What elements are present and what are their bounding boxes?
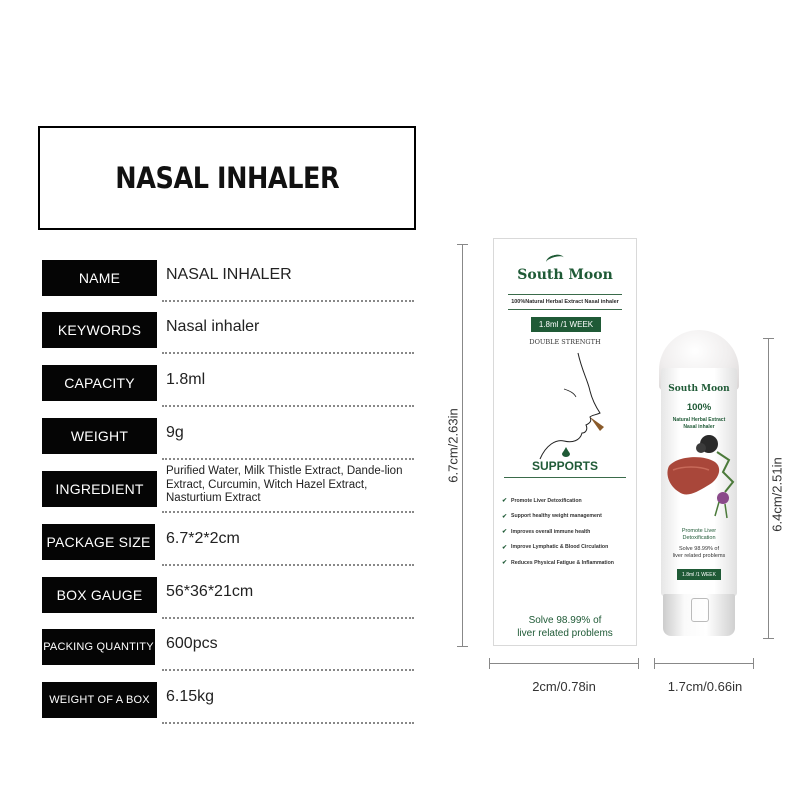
dim-tick bbox=[457, 244, 468, 245]
dotted-divider bbox=[162, 458, 414, 460]
inhaler-promote-text: Promote Liver Detoxification bbox=[681, 528, 717, 541]
spec-row-name bbox=[42, 260, 414, 296]
box-width-line bbox=[489, 663, 639, 664]
spec-label: WEIGHT OF A BOX bbox=[42, 682, 157, 718]
inhaler-width-line bbox=[654, 663, 754, 664]
divider bbox=[508, 309, 622, 310]
spec-value: 6.7*2*2cm bbox=[166, 530, 240, 547]
dim-tick bbox=[457, 646, 468, 647]
check-icon: ✔ bbox=[502, 544, 508, 551]
dotted-divider bbox=[162, 617, 414, 619]
dim-tick bbox=[654, 658, 655, 669]
dotted-divider bbox=[162, 722, 414, 724]
dotted-divider bbox=[162, 300, 414, 302]
inhaler-width-label: 1.7cm/0.66in bbox=[667, 679, 743, 694]
inhaler-natural-text: Natural Herbal Extract Nasal inhaler bbox=[672, 417, 726, 430]
box-height-label: 6.7cm/2.63in bbox=[445, 408, 461, 483]
spec-label: CAPACITY bbox=[42, 365, 157, 401]
list-item: ✔ Promote Liver Detoxification bbox=[502, 497, 582, 505]
spec-label: KEYWORDS bbox=[42, 312, 157, 348]
spec-row-package-size bbox=[42, 524, 414, 560]
divider bbox=[508, 294, 622, 295]
inhaler-percent: 100% bbox=[686, 402, 712, 413]
dim-tick bbox=[489, 658, 490, 669]
spec-label: BOX GAUGE bbox=[42, 577, 157, 613]
dim-tick bbox=[763, 338, 774, 339]
title-box bbox=[38, 126, 416, 230]
list-item: ✔ Improves overall immune health bbox=[502, 528, 591, 536]
spec-row-weight bbox=[42, 418, 414, 454]
box-subtitle: 100%Natural Herbal Extract Nasal inhaler bbox=[511, 299, 619, 305]
spec-row-ingredient bbox=[42, 465, 414, 507]
box-height-line bbox=[462, 244, 463, 646]
list-item: ✔ Improve Lymphatic & Blood Circulation bbox=[502, 544, 609, 551]
drop-icon bbox=[562, 447, 570, 457]
benefit-list bbox=[502, 493, 636, 571]
spec-row-packing-quantity bbox=[42, 629, 414, 665]
spec-row-keywords bbox=[42, 312, 414, 348]
product-box bbox=[493, 238, 637, 646]
face-profile-icon bbox=[530, 351, 620, 461]
box-solve-text: Solve 98.99% of liver related problems bbox=[517, 615, 613, 639]
leaf-icon bbox=[545, 253, 565, 267]
page-title: NASAL INHALER bbox=[115, 161, 339, 195]
dotted-divider bbox=[162, 669, 414, 671]
spec-value: NASAL INHALER bbox=[166, 266, 292, 283]
dim-tick bbox=[753, 658, 754, 669]
dotted-divider bbox=[162, 511, 414, 513]
check-icon: ✔ bbox=[502, 560, 508, 567]
inhaler-brand: South Moon bbox=[668, 384, 730, 394]
spec-label: NAME bbox=[42, 260, 157, 296]
spec-label: PACKING QUANTITY bbox=[42, 629, 155, 665]
spec-value: 600pcs bbox=[166, 635, 218, 652]
inhaler-base bbox=[663, 594, 735, 636]
box-width-label: 2cm/0.78in bbox=[532, 679, 596, 694]
inhaler-volume-badge: 1.8ml /1 WEEK bbox=[677, 569, 721, 580]
spec-value: 9g bbox=[166, 424, 184, 441]
dim-tick bbox=[638, 658, 639, 669]
dotted-divider bbox=[162, 564, 414, 566]
spec-row-box-gauge bbox=[42, 577, 414, 613]
dotted-divider bbox=[162, 405, 414, 407]
inhaler-height-label: 6.4cm/2.51in bbox=[769, 457, 785, 532]
spec-value: Nasal inhaler bbox=[166, 318, 260, 335]
supports-heading: SUPPORTS bbox=[531, 459, 598, 473]
spec-row-weight-of-box bbox=[42, 682, 414, 718]
check-icon: ✔ bbox=[502, 513, 508, 520]
liver-herb-icon bbox=[663, 432, 735, 520]
spec-value: 56*36*21cm bbox=[166, 583, 254, 600]
spec-label: INGREDIENT bbox=[42, 471, 157, 507]
dotted-divider bbox=[162, 352, 414, 354]
list-item: ✔ Reduces Physical Fatigue & Inflammation bbox=[502, 559, 614, 567]
box-volume-badge: 1.8ml /1 WEEK bbox=[531, 317, 601, 332]
box-strength: DOUBLE STRENGTH bbox=[529, 338, 601, 346]
spec-row-capacity bbox=[42, 365, 414, 401]
spec-label: PACKAGE SIZE bbox=[42, 524, 155, 560]
spec-value: Purified Water, Milk Thistle Extract, Dande-lion Extract, Curcumin, Witch Hazel Extract, Nasturtium Extract bbox=[166, 465, 403, 504]
spec-label: WEIGHT bbox=[42, 418, 157, 454]
spec-value: 6.15kg bbox=[166, 688, 215, 705]
list-item: ✔ Support healthy weight management bbox=[502, 513, 602, 520]
spec-value: 1.8ml bbox=[166, 371, 206, 388]
dim-tick bbox=[763, 638, 774, 639]
inhaler-solve-text: Solve 98.99% of liver related problems bbox=[672, 546, 726, 559]
check-icon: ✔ bbox=[502, 498, 508, 505]
box-brand: South Moon bbox=[517, 267, 613, 283]
check-icon: ✔ bbox=[502, 529, 508, 536]
divider bbox=[504, 477, 626, 478]
